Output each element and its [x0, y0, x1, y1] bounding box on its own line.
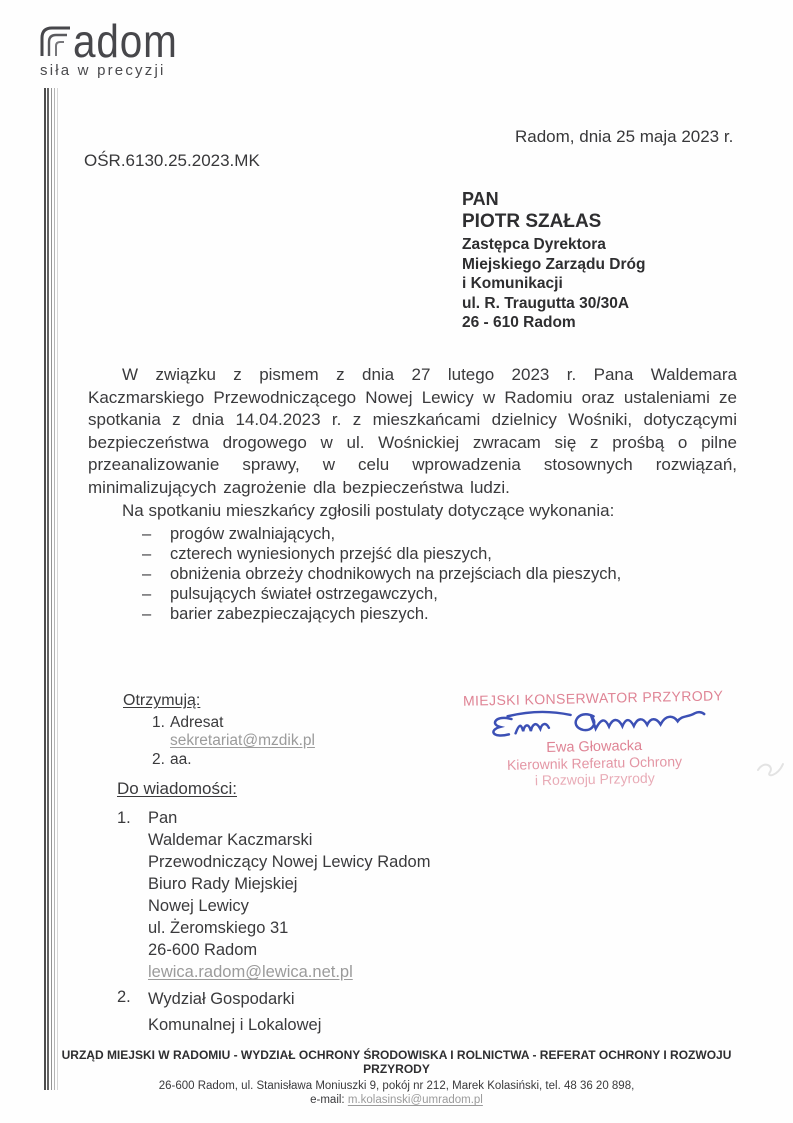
cc-line: Biuro Rady Miejskiej — [148, 875, 298, 893]
body-paragraph-1: W związku z pismem z dnia 27 lutego 2023 r. Pana Waldemara Kaczmarskiego Przewodniczącego Nowej Lewicy w Radomiu oraz ustaleniami ze spotkania z dnia 14.04.2023 r. z mieszkańcami dzielnicy Wośniki, dotyczącymi bezpieczeństwa drogowego w ul. Wośnickiej zwracam się z prośbą o pilne przeanalizowanie sprawy, w celu wprowadzenia stosownych rozwiązań, minimalizujących zagrożenie dla bezpieczeństwa ludzi. — [88, 365, 737, 497]
letter-date: Radom, dnia 25 maja 2023 r. — [515, 127, 734, 146]
recipient-text — [170, 714, 315, 751]
cc-department — [148, 986, 321, 1038]
cc-line: Komunalnej i Lokalowej — [148, 1016, 322, 1034]
footer-office-title-line1: URZĄD MIEJSKI W RADOMIU - WYDZIAŁ OCHRONY ŚRODOWISKA I ROLNICTWA - REFERAT OCHRONY I ROZWOJU — [61, 1048, 732, 1062]
postulate-text: obniżenia obrzeży chodnikowych na przejściach dla pieszych, — [170, 565, 622, 584]
cc-line: Nowej Lewicy — [148, 897, 249, 915]
scan-binding-artifact — [44, 88, 59, 1090]
addressee-city: 26 - 610 Radom — [462, 314, 576, 331]
recipient-label: Adresat — [170, 713, 224, 731]
addressee-org-line2: i Komunikacji — [462, 275, 563, 292]
postulate-text: barier zabezpieczających pieszych. — [170, 605, 429, 624]
postulate-text: progów zwalniających, — [170, 525, 336, 544]
dash-bullet: – — [142, 605, 152, 624]
footer-email-line — [0, 1093, 793, 1107]
stamp-signer-role-line1: Kierownik Referatu Ochrony — [506, 753, 683, 773]
cc-line: 26-600 Radom — [148, 941, 258, 959]
cc-heading: Do wiadomości: — [117, 779, 237, 798]
addressee-title: Zastępca Dyrektora — [462, 236, 606, 253]
dash-bullet: – — [142, 525, 152, 544]
cc-line: Wydział Gospodarki — [148, 990, 295, 1008]
reference-number: OŚR.6130.25.2023.MK — [84, 151, 260, 170]
letter-body — [88, 364, 737, 624]
conservator-stamp — [455, 687, 733, 790]
addressee-salutation: PAN — [462, 189, 499, 209]
list-item — [117, 986, 430, 1038]
addressee-block — [462, 189, 645, 333]
logo-brand-text: adom — [73, 15, 178, 67]
cc-block — [117, 778, 430, 1038]
radom-city-logo — [40, 15, 192, 79]
list-item — [152, 751, 315, 770]
item-number: 1. — [117, 809, 131, 827]
addressee-org-line1: Miejskiego Zarządu Dróg — [462, 255, 646, 273]
cc-line: Przewodniczący Nowej Lewicy Radom — [148, 853, 431, 871]
stamp-signer-name: Ewa Głowacka — [546, 737, 643, 757]
list-item — [142, 584, 737, 604]
cc-email-link[interactable]: lewica.radom@lewica.net.pl — [148, 963, 353, 981]
postulate-text: czterech wyniesionych przejść dla pieszych, — [170, 545, 492, 564]
addressee-street: ul. R. Traugutta 30/30A — [462, 294, 630, 312]
recipient-label: aa. — [170, 750, 192, 768]
postulates-list — [142, 524, 737, 624]
stamp-title: MIEJSKI KONSERWATOR PRZYRODY — [462, 687, 724, 709]
body-paragraph-2: Na spotkaniu mieszkańcy zgłosili postulaty dotyczące wykonania: — [122, 500, 615, 520]
recipients-heading: Otrzymują: — [123, 692, 201, 709]
recipients-block — [123, 692, 315, 769]
item-number: 2. — [152, 750, 165, 768]
list-item — [152, 714, 315, 751]
footer-email-label: e-mail: — [310, 1094, 345, 1106]
list-item — [142, 564, 737, 584]
cc-recipient-address — [148, 807, 430, 983]
cc-line: Waldemar Kaczmarski — [148, 831, 313, 849]
logo-wordmark — [40, 15, 192, 67]
postulate-text: pulsujących świateł ostrzegawczych, — [170, 585, 438, 604]
letter-footer — [0, 1048, 793, 1107]
addressee-name: PIOTR SZAŁAS — [462, 211, 602, 232]
list-item — [117, 807, 430, 983]
stamp-signer-role-line2: i Rozwoju Przyrody — [534, 769, 655, 789]
dash-bullet: – — [142, 545, 152, 564]
dash-bullet: – — [142, 585, 152, 604]
cc-line: Pan — [148, 809, 178, 827]
item-number: 1. — [152, 713, 165, 731]
footer-office-title-line2: PRZYRODY — [363, 1062, 430, 1076]
footer-address-line: 26-600 Radom, ul. Stanisława Moniuszki 9, pokój nr 212, Marek Kolasiński, tel. 48 36 20 898, — [158, 1080, 635, 1092]
logo-tagline: siła w precyzji — [40, 62, 166, 79]
list-item — [142, 524, 737, 544]
cc-line: ul. Żeromskiego 31 — [148, 919, 289, 937]
item-number: 2. — [117, 988, 131, 1006]
list-item — [142, 544, 737, 564]
dash-bullet: – — [142, 565, 152, 584]
recipient-email-link[interactable]: sekretariat@mzdik.pl — [170, 732, 315, 749]
scan-smudge-artifact — [750, 740, 792, 782]
footer-email-link[interactable]: m.kolasinski@umradom.pl — [347, 1094, 483, 1106]
list-item — [142, 604, 737, 624]
logo-r-arcs-icon — [40, 26, 70, 56]
